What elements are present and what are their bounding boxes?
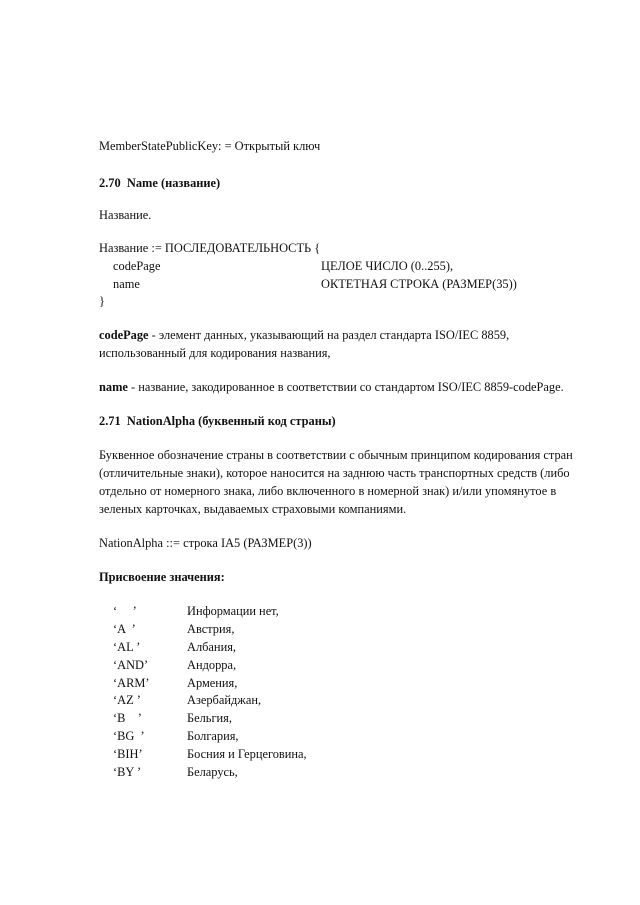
assignment-country: Босния и Герцеговина, bbox=[187, 747, 307, 761]
section-number: 2.71 bbox=[99, 414, 121, 428]
assignment-code: ‘BIH’ bbox=[113, 747, 143, 761]
field-type: ОКТЕТНАЯ СТРОКА (РАЗМЕР(35)) bbox=[321, 277, 517, 291]
section-title: Name (название) bbox=[126, 176, 221, 190]
assignment-heading: Присвоение значения: bbox=[99, 570, 225, 584]
field-name: codePage bbox=[113, 259, 161, 273]
nation-description-line: (отличительные знаки), которое наносится на заднюю часть транспортных средств (либо bbox=[99, 466, 570, 480]
assignment-code: ‘A ’ bbox=[113, 622, 136, 636]
section-title: NationAlpha (буквенный код страны) bbox=[126, 414, 336, 428]
assignment-country: Армения, bbox=[187, 676, 238, 690]
assignment-code: ‘ARM’ bbox=[113, 676, 150, 690]
assignment-country: Беларусь, bbox=[187, 765, 238, 779]
section-heading-2-71 bbox=[99, 413, 336, 429]
term-name: name bbox=[99, 380, 128, 394]
assignment-country: Азербайджан, bbox=[187, 693, 262, 707]
assignment-country: Андорра, bbox=[187, 658, 237, 672]
assignment-code: ‘BG ’ bbox=[113, 729, 145, 743]
assignment-code: ‘ ’ bbox=[113, 604, 137, 618]
assignment-country: Албания, bbox=[187, 640, 236, 654]
nation-description-line: зеленых карточках, выдаваемых страховыми компаниями. bbox=[99, 502, 407, 516]
assignment-code: ‘AL ’ bbox=[113, 640, 141, 654]
name-description: Название. bbox=[99, 208, 152, 222]
assignment-code: ‘B ’ bbox=[113, 711, 142, 725]
name-field-description: name - название, закодированное в соответствии со стандартом ISO/IEC 8859-codePage. bbox=[99, 380, 564, 394]
assignment-country: Австрия, bbox=[187, 622, 235, 636]
section-heading-2-70 bbox=[99, 175, 220, 191]
nation-description-line: отдельно от номерного знака, либо включенного в номерной знак) и/или упомянутое в bbox=[99, 484, 557, 498]
term-codepage: codePage bbox=[99, 328, 149, 342]
nation-description-line: Буквенное обозначение страны в соответствии с обычным принципом кодирования стран bbox=[99, 448, 573, 462]
codepage-description-line2: использованный для кодирования названия, bbox=[99, 346, 331, 360]
field-name: name bbox=[113, 277, 140, 291]
nationalpha-definition: NationAlpha ::= строка IA5 (РАЗМЕР(3)) bbox=[99, 536, 312, 550]
assignment-country: Бельгия, bbox=[187, 711, 232, 725]
field-type: ЦЕЛОЕ ЧИСЛО (0..255), bbox=[321, 259, 454, 273]
assignment-country: Информации нет, bbox=[187, 604, 279, 618]
intro-line: MemberStatePublicKey: = Открытый ключ bbox=[99, 139, 321, 153]
codepage-description-line1: codePage - элемент данных, указывающий на раздел стандарта ISO/IEC 8859, bbox=[99, 328, 510, 342]
assignment-code: ‘AZ ’ bbox=[113, 693, 141, 707]
name-definition-open: Название := ПОСЛЕДОВАТЕЛЬНОСТЬ { bbox=[99, 241, 321, 255]
name-definition-close: } bbox=[99, 294, 105, 308]
assignment-country: Болгария, bbox=[187, 729, 239, 743]
section-number: 2.70 bbox=[99, 176, 121, 190]
assignment-code: ‘BY ’ bbox=[113, 765, 142, 779]
assignment-code: ‘AND’ bbox=[113, 658, 149, 672]
